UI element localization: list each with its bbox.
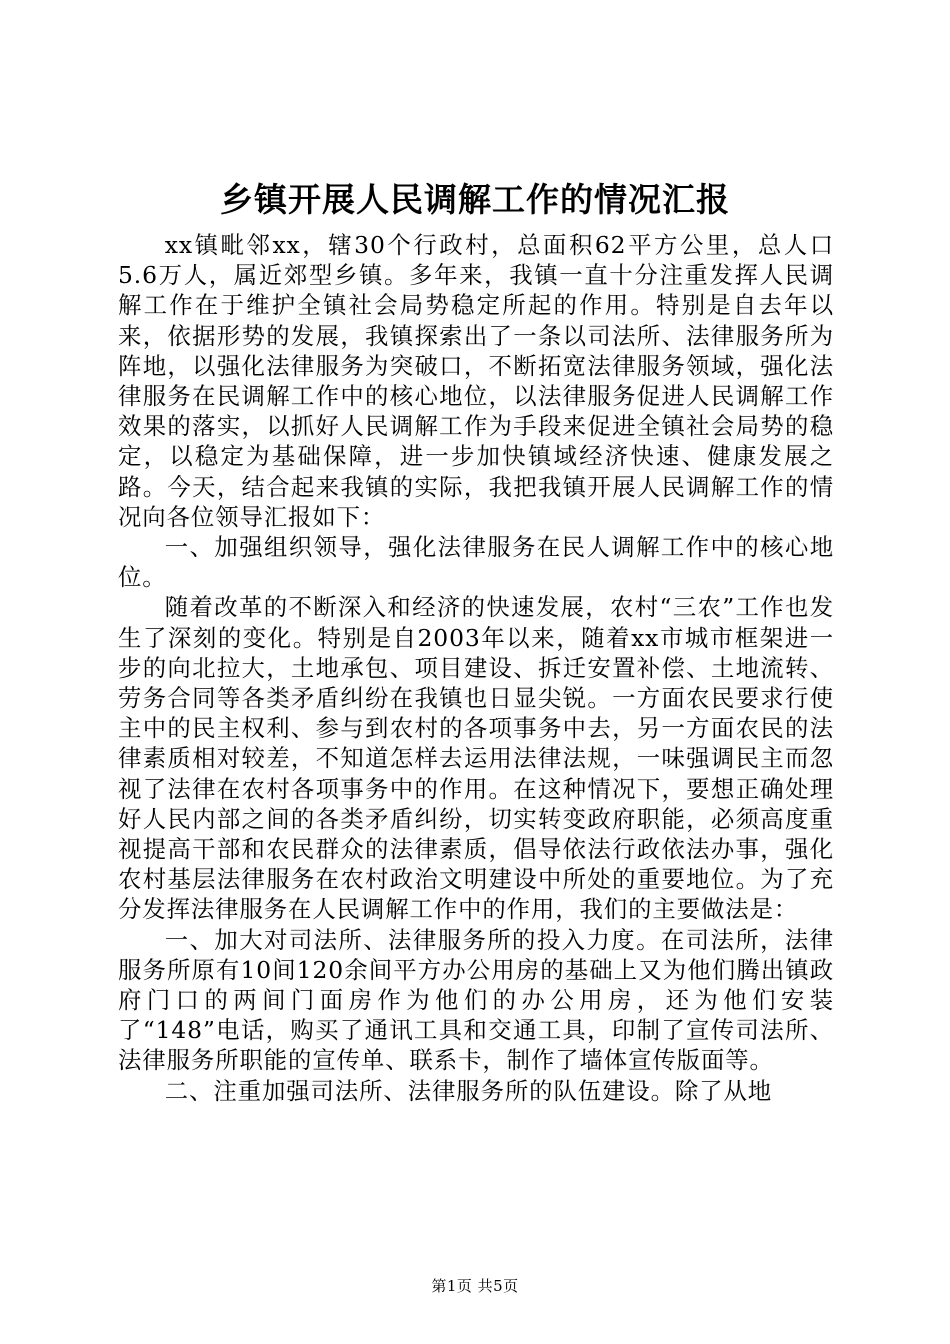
paragraph-intro: xx镇毗邻xx，辖30个行政村，总面积62平方公里，总人口5.6万人，属近郊型乡镇。多年来，我镇一直十分注重发挥人民调解工作在于维护全镇社会局势稳定所起的作用。特别是自去年以来，依据形势的发展，我镇探索出了一条以司法所、法律服务所为阵地，以强化法律服务为突破口，不断拓宽法律服务领域，强化法律服务在民调解工作中的核心地位，以法律服务促进人民调解工作效果的落实，以抓好人民调解工作为手段来促进全镇社会局势的稳定，以稳定为基础保障，进一步加快镇域经济快速、健康发展之路。今天，结合起来我镇的实际，我把我镇开展人民调解工作的情况向各位领导汇报如下： [118,231,834,531]
paragraph-item-one: 一、加大对司法所、法律服务所的投入力度。在司法所，法律服务所原有10间120余间平方办公用房的基础上又为他们腾出镇政府门口的两间门面房作为他们的办公用房，还为他们安装了“148”电话，购买了通讯工具和交通工具，印制了宣传司法所、法律服务所职能的宣传单、联系卡，制作了墙体宣传版面等。 [118,925,834,1075]
paragraph-item-two: 二、注重加强司法所、法律服务所的队伍建设。除了从地 [164,1076,773,1105]
document-body [118,230,834,1106]
page-number-footer: 第1页 共5页 [431,1277,519,1295]
paragraph-background: 随着改革的不断深入和经济的快速发展，农村“三农”工作也发生了深刻的变化。特别是自2003年以来，随着xx市城市框架进一步的向北拉大，土地承包、项目建设、拆迁安置补偿、土地流转、劳务合同等各类矛盾纠纷在我镇也日显尖锐。一方面农民要求行使主中的民主权利、参与到农村的各项事务中去，另一方面农民的法律素质相对较差，不知道怎样去运用法律法规，一味强调民主而忽视了法律在农村各项事务中的作用。在这种情况下，要想正确处理好人民内部之间的各类矛盾纠纷，切实转变政府职能，必须高度重视提高干部和农民群众的法律素质，倡导依法行政依法办事，强化农村基层法律服务在农村政治文明建设中所处的重要地位。为了充分发挥法律服务在人民调解工作中的作用，我们的主要做法是： [118,593,834,924]
paragraph-section-heading: 一、加强组织领导，强化法律服务在民人调解工作中的核心地位。 [118,533,834,592]
document-title: 乡镇开展人民调解工作的情况汇报 [220,180,730,219]
